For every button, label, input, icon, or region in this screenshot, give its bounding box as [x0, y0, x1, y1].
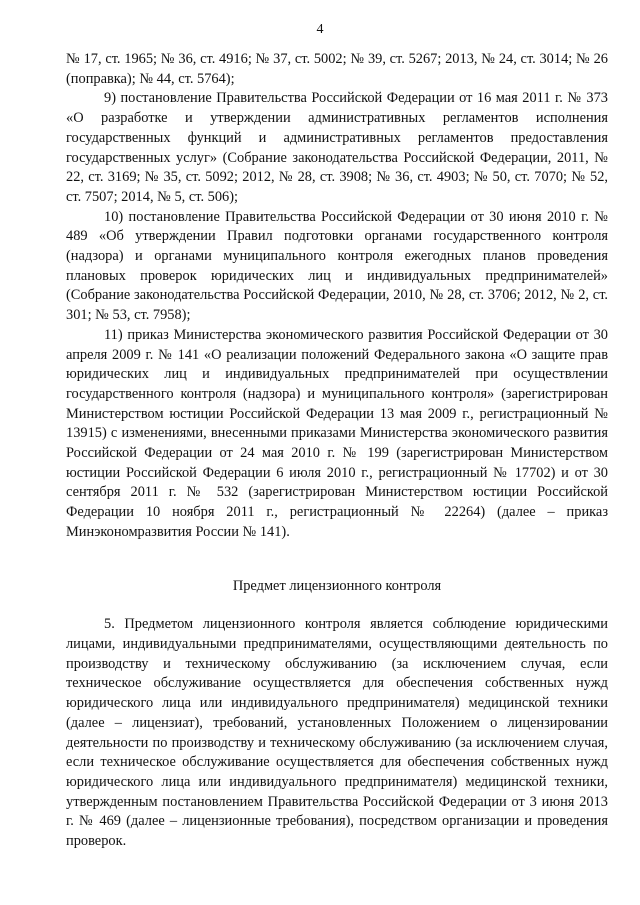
document-body	[66, 50, 608, 852]
paragraph-item-9: 9) постановление Правительства Российской Федерации от 16 мая 2011 г. № 373 «О разработке и утверждении административных регламентов исполнения государственных функций и административных регламентов предоставления государственных услуг» (Собрание законодательства Российской Федерации, 2011, № 22, ст. 3169; № 35, ст. 5092; 2012, № 28, ст. 3908; № 36, ст. 4903; № 50, ст. 7070; № 52, ст. 7507; 2014, № 5, ст. 506);	[66, 90, 608, 205]
paragraph-item-11: 11) приказ Министерства экономического развития Российской Федерации от 30 апреля 2009 г. № 141 «О реализации положений Федерального закона «О защите прав юридических лиц и индивидуальных предпринимателей при осуществлении государственного контроля (надзора) и муниципального контроля» (зарегистрирован Министерством юстиции Российской Федерации 13 мая 2009 г., регистрационный № 13915) с изменениями, внесенными приказами Министерства экономического развития Российской Федерации от 24 мая 2010 г. № 199 (зарегистрирован Министерством юстиции Российской Федерации 6 июля 2010 г., регистрационный № 17702) и от 30 сентября 2011 г. № 532 (зарегистрирован Министерством юстиции Российской Федерации 10 ноября 2011 г., регистрационный № 22264) (далее – приказ Минэкономразвития России № 141).	[66, 326, 608, 540]
paragraph-item-5: 5. Предметом лицензионного контроля является соблюдение юридическими лицами, индивидуальными предпринимателями, осуществляющими деятельность по производству и техническому обслуживанию (за исключением случая, если техническое обслуживание осуществляется для обеспечения собственных нужд юридического лица или индивидуального предпринимателя) медицинской техники (далее – лицензиат), требований, установленных Положением о лицензировании деятельности по производству и техническому обслуживанию (за исключением случая, если техническое обслуживание осуществляется для обеспечения собственных нужд юридического лица или индивидуального предпринимателя) медицинской техники, утвержденным постановлением Правительства Российской Федерации от 3 июня 2013 г. № 469 (далее – лицензионные требования), посредством организации и проведения проверок.	[66, 616, 608, 850]
section-heading: Предмет лицензионного контроля	[232, 577, 442, 594]
paragraph-continuation: № 17, ст. 1965; № 36, ст. 4916; № 37, ст. 5002; № 39, ст. 5267; 2013, № 24, ст. 3014; № 26 (поправка); № 44, ст. 5764);	[66, 51, 608, 87]
page-number: 4	[316, 22, 324, 37]
paragraph-item-10: 10) постановление Правительства Российской Федерации от 30 июня 2010 г. № 489 «Об утверждении Правил подготовки органами государственного контроля (надзора) и органами муниципального контроля ежегодных планов проведения плановых проверок юридических лиц и индивидуальных предпринимателей» (Собрание законодательства Российской Федерации, 2010, № 28, ст. 3706; 2012, № 2, ст. 301; № 53, ст. 7958);	[66, 208, 608, 324]
